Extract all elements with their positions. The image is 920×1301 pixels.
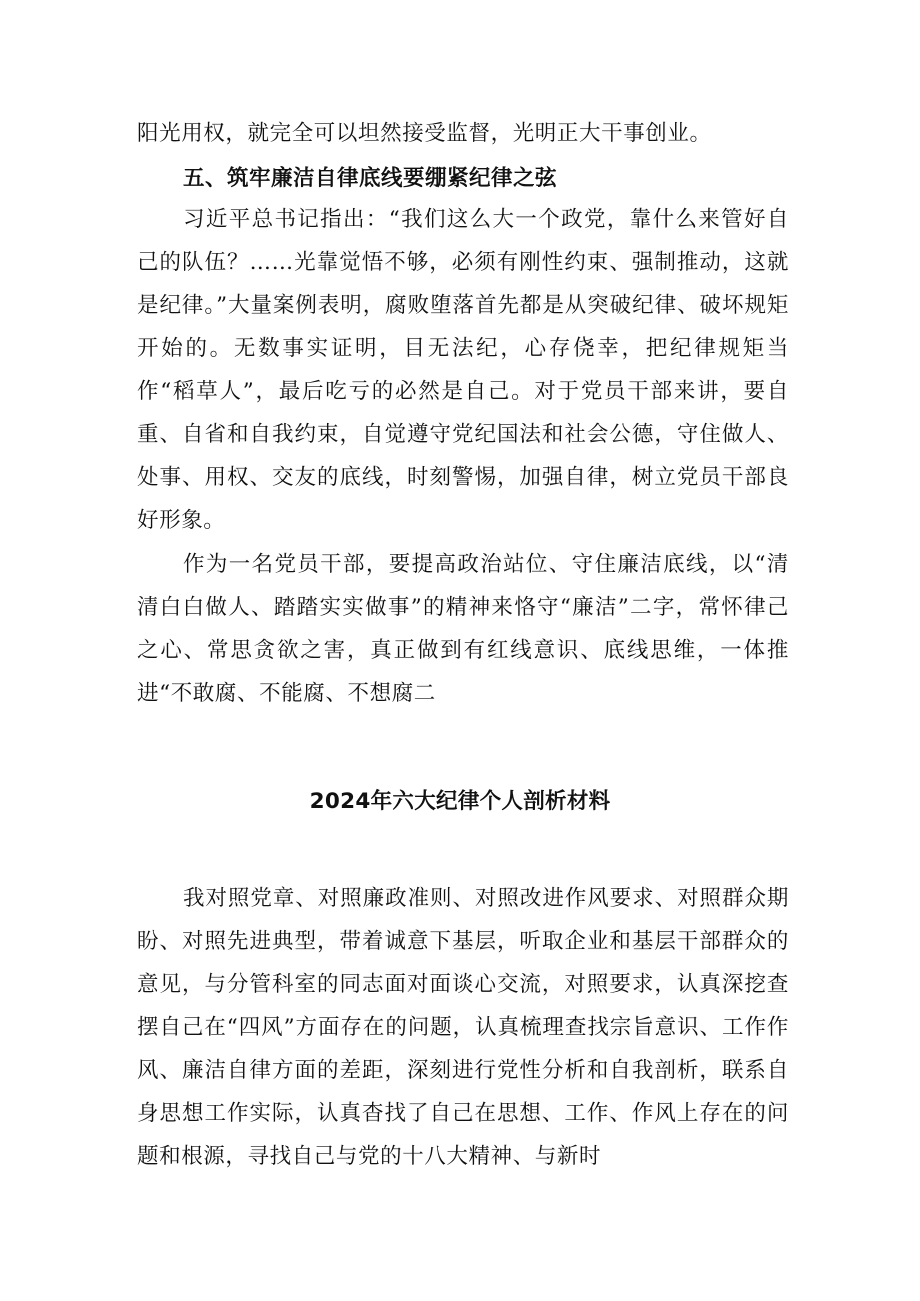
document-title: 2024年六大纪律个人剖析材料 [309,789,611,814]
continued-line: 阳光用权，就完全可以坦然接受监督，光明正大干事创业。 [137,121,712,146]
paragraph-self-analysis: 我对照党章、对照廉政准则、对照改进作风要求、对照群众期盼、对照先进典型，带着诚意下基层，听取企业和基层干部群众的意见，与分管科室的同志面对面谈心交流，对照要求，认真深挖查摆自己在“四风”方面存在的问题，认真梳理查找宗旨意识、工作作风、廉洁自律方面的差距，深刻进行党性分析和自我剖析，联系自身思想工作实际，认真杳找了自己在思想、工作、作风上存在的问题和根源，寻找自己与党的十八大精神、与新时 [137,886,789,1169]
paragraph-discipline-quote: 习近平总书记指出：“我们这么大一个政党，靠什么来管好自己的队伍？……光靠觉悟不够，必须有刚性约束、强制推动，这就是纪律。”大量案例表明，腐败堕落首先都是从突破纪律、破坏规矩开始的。无数事实证明，目无法纪，心存侥幸，把纪律规矩当作“稻草人”，最后吃亏的必然是自己。对于党员干部来讲，要自重、自省和自我约束，自觉遵守党纪国法和社会公德，守住做人、处事、用权、交友的底线，时刻警惕，加强自律，树立党员干部良好形象。 [137,207,789,533]
section-heading: 五、筑牢廉洁自律底线要绷紧纪律之弦 [183,166,558,191]
paragraph-party-member: 作为一名党员干部，要提高政治站位、守住廉洁底线，以“清清白白做人、踏踏实实做事”的精神来恪守“廉洁”二字，常怀律己之心、常思贪欲之害，真正做到有红线意识、底线思维，一体推进“不敢腐、不能腐、不想腐二 [137,552,789,706]
